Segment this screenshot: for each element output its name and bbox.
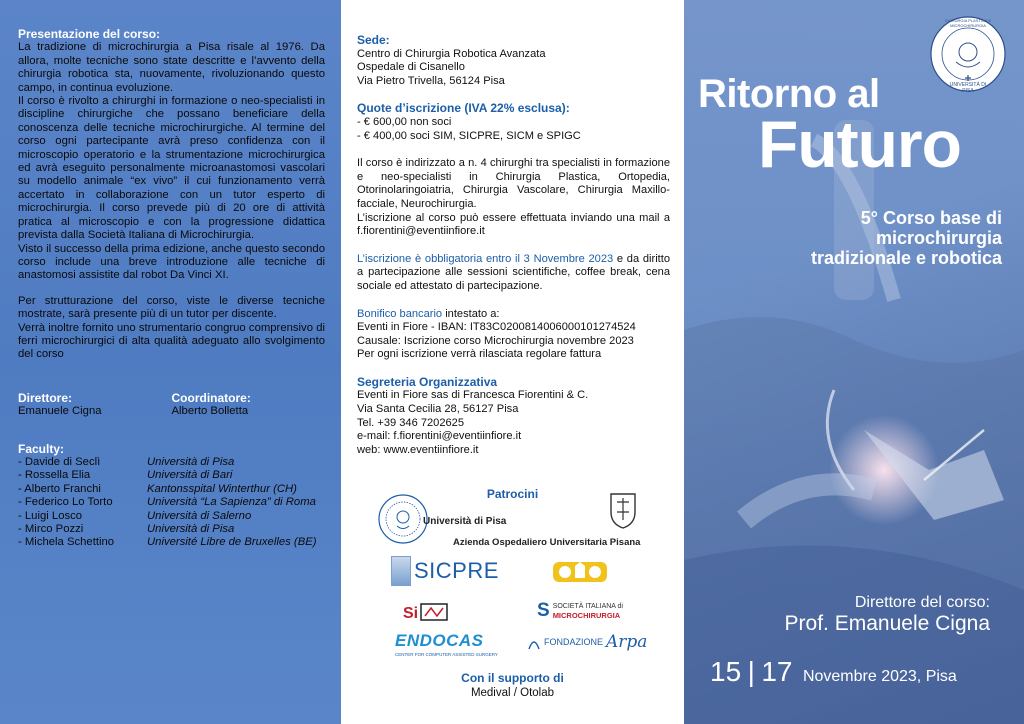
faculty-row <box>18 496 325 509</box>
date-day-start: 15 <box>710 656 742 687</box>
faculty-title: Faculty: <box>18 441 65 456</box>
aoup-emblem-icon <box>607 490 639 530</box>
direttore-corso-label: Direttore del corso: <box>854 594 990 611</box>
direttore-corso-name: Prof. Emanuele Cigna <box>784 612 990 635</box>
sim-logo-line2: MICROCHIRURGIA <box>552 611 621 620</box>
sim-logo-line1: SOCIETÀ ITALIANA di <box>552 603 623 610</box>
segreteria-line: Tel. +39 346 7202625 <box>357 416 465 429</box>
middle-panel <box>341 0 684 724</box>
faculty-row <box>18 469 325 482</box>
arpa-logo-name: Arpa <box>606 632 648 653</box>
title-ritorno: Ritorno al <box>698 72 880 116</box>
aoup-logo <box>607 490 639 535</box>
left-panel <box>0 0 341 724</box>
subtitle-line: microchirurgia <box>875 228 1002 248</box>
coordinatore-label: Coordinatore: <box>171 390 251 405</box>
faculty-university: Università di Bari <box>147 469 233 482</box>
lions-crest-icon <box>551 558 609 586</box>
svg-text:Si: Si <box>403 605 419 622</box>
title-futuro: Futuro <box>758 107 961 181</box>
faculty-name: - Davide di Seclì <box>18 455 101 468</box>
endocas-logo <box>395 631 498 661</box>
presentazione-title: Presentazione del corso: <box>18 27 161 41</box>
supporto-title: Con il supporto di <box>461 671 564 685</box>
sim-logo <box>537 601 623 621</box>
endocas-logo-text: ENDOCAS <box>395 631 484 650</box>
faculty-row <box>18 536 325 549</box>
faculty-name: - Alberto Franchi <box>18 482 101 495</box>
bonifico-rest: intestato a: <box>442 307 500 320</box>
cover-panel <box>684 0 1024 724</box>
faculty-name: - Mirco Pozzi <box>18 523 84 535</box>
bonifico-line: Eventi in Fiore - IBAN: IT83C0200814006000101274524 <box>357 321 636 334</box>
arpa-mark-icon <box>527 635 541 651</box>
university-seal-logo <box>928 14 1008 101</box>
segreteria-line: web: www.eventiinfiore.it <box>357 443 479 456</box>
sicpre-logo <box>391 556 499 586</box>
subtitle-line: tradizionale e robotica <box>810 248 1002 268</box>
sede-title: Sede: <box>357 33 390 47</box>
obbligo-paragraph <box>357 253 670 294</box>
staff-section <box>18 392 325 419</box>
subtitle <box>811 208 1002 268</box>
bonifico-line: Causale: Iscrizione corso Microchirurgia novembre 2023 <box>357 334 634 347</box>
arpa-logo <box>527 632 648 653</box>
obbligo-rest: e da diritto a partecipazione alle sessioni scientifiche, coffee break, cena sociale ed attestato di partecipazione. <box>357 252 670 292</box>
indirizzo-paragraph: Il corso è indirizzato a n. 4 chirurghi tra specialisti in formazione e neo-specialisti in Chirurgia Plastica, Ortopedia, Otorinolaringoiatria, Chirurgia Vascolare, Chirurgia Maxillo-facciale, Neurochirurgia. <box>357 157 670 210</box>
faculty-name: - Luigi Losco <box>18 509 83 522</box>
faculty-row <box>18 483 325 496</box>
presentazione-paragraph-3: Visto il successo della prima edizione, anche questo secondo corso include una breve introduzione alle tecniche di anastomosi assistite dal robot Da Vinci XI. <box>18 242 325 282</box>
faculty-list <box>18 456 325 550</box>
presentazione-paragraph-1: La tradizione di microchirurgia a Pisa risale al 1976. Da allora, molte tecniche sono state descritte e l’avvento della chirurgia robotica sta, nuovamente, rivoluzionando questo campo, in continua evoluzione. <box>18 41 325 94</box>
supporto-text: Medival / Otolab <box>470 687 555 699</box>
coordinatore-name: Alberto Bolletta <box>171 405 249 418</box>
seal-university-text: UNIVERSITÀ DI PISA <box>949 82 987 94</box>
sede-line: Centro di Chirurgia Robotica Avanzata <box>357 47 546 60</box>
direttore-label: Direttore: <box>18 390 73 405</box>
arpa-logo-label: FONDAZIONE <box>544 637 604 648</box>
faculty-university: Kantonsspital Winterthur (CH) <box>147 482 297 495</box>
segreteria-line: Via Santa Cecilia 28, 56127 Pisa <box>357 403 519 416</box>
faculty-row <box>18 456 325 469</box>
segreteria-line: Eventi in Fiore sas di Francesca Fiorentini & C. <box>357 389 589 402</box>
subtitle-line: 5° Corso base di <box>860 208 1002 228</box>
seal-arc-text: CHIRURGIA PLASTICA E MICROCHIRURGIA <box>944 18 992 28</box>
faculty-row <box>18 523 325 536</box>
unipi-logo-text: Università di Pisa <box>423 516 507 527</box>
faculty-university: Università di Pisa <box>147 455 235 468</box>
faculty-name: - Michela Schettino <box>18 536 115 549</box>
date-day-end: 17 <box>761 656 793 687</box>
sicm-logo <box>401 600 459 629</box>
segreteria-line: e-mail: f.fiorentini@eventiinfiore.it <box>357 430 522 443</box>
bonifico-heading <box>357 308 670 322</box>
sede-line: Via Pietro Trivella, 56124 Pisa <box>357 74 505 87</box>
quote-line: - € 600,00 non soci <box>357 115 452 128</box>
bonifico-line: Per ogni iscrizione verrà rilasciata regolare fattura <box>357 348 602 361</box>
faculty-row <box>18 510 325 523</box>
society-lions-logo <box>551 558 609 591</box>
presentazione-paragraph-5: Verrà inoltre fornito uno strumentario congruo comprensivo di ferri microchirurgici di alta qualità adeguato allo svolgimento del corso <box>18 321 325 361</box>
iscrizione-paragraph: L’iscrizione al corso può essere effettuata inviando una mail a f.fiorentini@eventiinfiore.it <box>357 211 670 238</box>
faculty-university: Università di Pisa <box>147 523 235 535</box>
faculty-name: - Federico Lo Torto <box>18 496 113 509</box>
sicpre-logo-text: SICPRE <box>414 558 499 584</box>
sede-line: Ospedale di Cisanello <box>357 61 465 74</box>
unipi-seal-icon <box>377 493 429 545</box>
endocas-logo-subtext: CENTER FOR COMPUTER ASSISTED SURGERY <box>395 651 498 657</box>
direttore-name: Emanuele Cigna <box>18 405 102 418</box>
obbligo-highlight: L’iscrizione è obbligatoria entro il 3 Novembre 2023 <box>357 252 614 265</box>
presentazione-paragraph-2: Il corso è rivolto a chirurghi in formazione o neo-specialisti in discipline chirurgiche che possano beneficiare della conoscenza delle tecniche microchirurgiche. Al termine del corso ogni partecipante avrà preso confidenza con il microscopio operatorio e la strumentazione microchirurgica ed avrà eseguito personalmente microanastomosi vascolari su modello animale “ex vivo” il cui funzionamento verrà accertato in collaborazione con un tutor esperto di microchirurgia. Il corso prevede più di 20 ore di attività pratica al microscopio e con la progressione didattica prevista dalla Società Italiana di Microchirurgia. <box>18 95 325 242</box>
bonifico-label: Bonifico bancario <box>357 307 443 320</box>
unipi-logo <box>377 493 429 550</box>
date-separator: | <box>747 656 755 687</box>
sicm-mark-icon <box>401 600 459 624</box>
quote-title: Quote d’iscrizione (IVA 22% esclusa): <box>357 101 570 116</box>
sicpre-mark-icon <box>391 556 411 586</box>
faculty-university: Università “La Sapienza” di Roma <box>147 496 316 509</box>
faculty-university: Université Libre de Bruxelles (BE) <box>147 536 317 549</box>
aoup-logo-text: Azienda Ospedaliero Universitaria Pisana <box>453 537 641 548</box>
quote-line: - € 400,00 soci SIM, SICPRE, SICM e SPIGC <box>357 129 581 142</box>
date-month-place: Novembre 2023, Pisa <box>802 668 957 685</box>
patrocini-title: Patrocini <box>486 487 539 501</box>
presentazione-paragraph-4: Per strutturazione del corso, viste le diverse tecniche mostrate, sarà presente più di un tutor per discente. <box>18 294 325 321</box>
segreteria-title: Segreteria Organizzativa <box>357 374 498 389</box>
sim-mark-icon: S <box>537 600 550 621</box>
faculty-university: Università di Salerno <box>147 509 252 522</box>
faculty-name: - Rossella Elia <box>18 469 91 482</box>
course-dates <box>710 656 957 688</box>
